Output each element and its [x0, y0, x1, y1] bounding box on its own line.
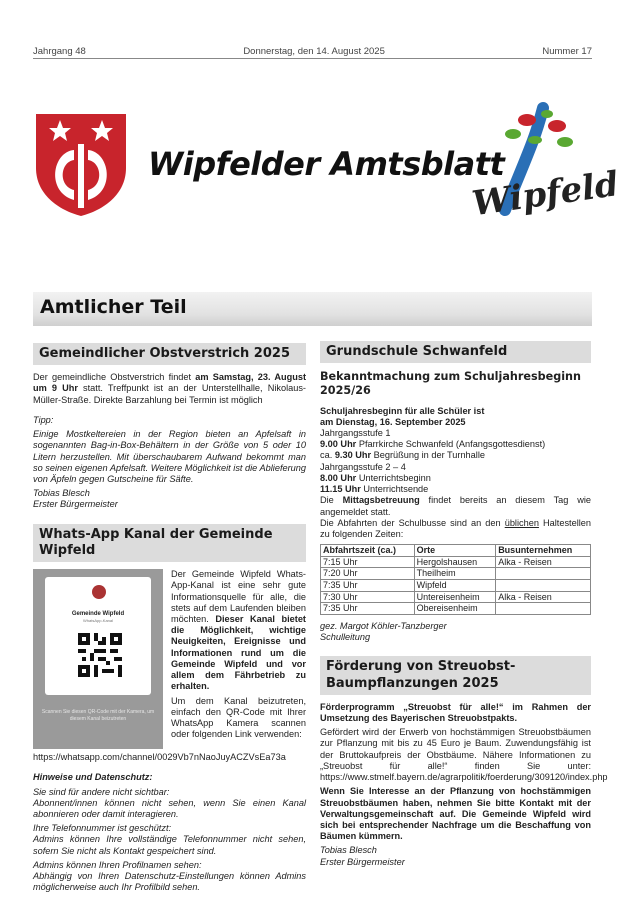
table-cell: Alka - Reisen [496, 556, 591, 568]
table-cell: Wipfeld [414, 580, 496, 592]
obst-paragraph: Der gemeindliche Obstverstrich findet am Samstag, 23. August um 9 Uhr statt. Treffpunkt ist an der Unterstellhalle, Nikolaus-Müller-Straße. Direkte Barzahlung bei Termin ist möglich [33, 372, 307, 405]
schule-role: Schulleitung [320, 632, 371, 643]
schule-line-4: 11.15 Uhr Unterrichtsende [320, 484, 429, 495]
masthead-title: Wipfelder Amtsblatt [148, 145, 505, 183]
table-cell: Alka - Reisen [496, 591, 591, 603]
streuobst-role: Erster Bürgermeister [320, 856, 405, 867]
whatsapp-heading: Whats-App Kanal der Gemeinde Wipfeld [33, 524, 306, 563]
volume-label: Jahrgang 48 [33, 46, 86, 57]
whatsapp-p1: Der Gemeinde Wipfeld Whats-App-Kanal ist eine sehr gute Informationsquelle für alle, die stets auf dem Laufenden bleiben möchten. Dieser Kanal bietet die Möglichkeit, wichtige Neuigkeiten, Ereignisse und Informationen rund um die Gemeinde Wipfeld und vor allem dem Fährbetrieb zu erhalten. [171, 569, 306, 692]
issue-number: Nummer 17 [542, 46, 592, 57]
schule-heading: Grundschule Schwanfeld [320, 341, 591, 363]
hinweis-6: Abhängig von Ihren Datenschutz-Einstellungen können Admins möglicherweise auch Ihr Profilbild sehen. [33, 871, 306, 893]
table-row [321, 568, 591, 580]
streuobst-heading: Förderung von Streuobst- Baumpflanzungen 2025 [320, 656, 591, 695]
hinweis-2: Abonnent/innen können nicht sehen, wenn Sie einen Kanal abonnieren oder damit interagieren. [33, 797, 306, 820]
coat-of-arms-icon [32, 110, 130, 220]
table-cell [496, 580, 591, 592]
whatsapp-link[interactable]: https://whatsapp.com/channel/0029Vb7nNaoJuyACZVsEa73a [33, 752, 286, 763]
table-cell [496, 603, 591, 615]
table-row [321, 591, 591, 603]
right-column [320, 341, 608, 871]
header-rule [33, 58, 592, 59]
table-cell: Untereisenheim [414, 591, 496, 603]
table-cell: 7:35 Uhr [321, 580, 415, 592]
whatsapp-block [33, 569, 306, 749]
tipp-label: Tipp: [33, 414, 54, 425]
col-header: Busunternehmen [496, 545, 591, 557]
hinweis-4: Admins können Ihre vollständige Telefonnummer nicht sehen, sofern Sie nicht als Kontakt gespeichert sind. [33, 834, 306, 856]
left-column [33, 343, 306, 897]
table-cell: 7:35 Uhr [321, 603, 415, 615]
hinweis-1: Sie sind für andere nicht sichtbar: [33, 786, 170, 797]
issue-date: Donnerstag, den 14. August 2025 [243, 46, 385, 57]
whatsapp-qr-card [33, 569, 163, 749]
obst-heading: Gemeindlicher Obstverstrich 2025 [33, 343, 306, 365]
table-cell: Hergolshausen [414, 556, 496, 568]
schule-line-2: ca. 9.30 Uhr Begrüßung in der Turnhalle [320, 450, 485, 461]
card-name: Gemeinde Wipfeld [71, 611, 125, 618]
page-header [33, 46, 592, 58]
hinweis-5: Admins können Ihren Profilnamen sehen: [33, 859, 202, 870]
table-cell: Obereisenheim [414, 603, 496, 615]
table-cell: 7:30 Uhr [321, 591, 415, 603]
qr-code-icon[interactable] [78, 633, 122, 677]
col-header: Abfahrtszeit (ca.) [321, 545, 415, 557]
table-cell: 7:20 Uhr [321, 568, 415, 580]
card-sub: WhatsApp-Kanal [82, 618, 113, 624]
schule-signer: gez. Margot Köhler-Tanzberger [320, 620, 447, 631]
table-row [321, 556, 591, 568]
hinweis-3: Ihre Telefonnummer ist geschützt: [33, 823, 172, 834]
col-header: Orte [414, 545, 496, 557]
schule-subheading: Bekanntmachung zum Schuljahresbeginn 2025/26 [320, 370, 581, 397]
bus-table [320, 544, 591, 615]
wipfeld-logo-icon [465, 100, 622, 225]
tipp-text: Einige Mostkeltereien in der Region bieten an Apfelsaft in sogenannten Bag-in-Box-Behältern in der Größe von 5 oder 10 Litern herzustellen. Mit überschaubarem Aufwand bekommt man so seinen eigenen Apfelsaft. Weitere Möglichkeit ist die Ablieferung von Äpfeln gegen Gutscheine für Säfte. [33, 429, 306, 484]
whatsapp-p2: Um dem Kanal beizutreten, einfach den QR-Code mit Ihrer WhatsApp Kamera scannen oder folgenden Link verwenden: [171, 695, 306, 740]
schule-jg2: Jahrgangsstufe 2 – 4 [320, 461, 406, 472]
logo-wordmark: Wipfeld [469, 164, 622, 225]
schule-line-1: 9.00 Uhr Pfarrkirche Schwanfeld (Anfangsgottesdienst) [320, 439, 546, 450]
schule-intro-1: Schuljahresbeginn für alle Schüler ist [320, 405, 485, 416]
table-cell: Theilheim [414, 568, 496, 580]
streuobst-signer: Tobias Blesch [320, 845, 377, 856]
whatsapp-intro [171, 569, 306, 749]
streuobst-lead: Förderprogramm „Streuobst für alle!“ im Rahmen der Umsetzung des Bayerischen Streuobstpakts. [320, 701, 591, 723]
schule-intro-2: am Dienstag, 16. September 2025 [320, 416, 466, 427]
schule-bus: Die Abfahrten der Schulbusse sind an den üblichen Haltestellen zu folgenden Zeiten: [320, 517, 591, 539]
table-cell [496, 568, 591, 580]
hinweis-label: Hinweise und Datenschutz: [33, 772, 153, 783]
schule-line-3: 8.00 Uhr Unterrichtsbeginn [320, 472, 431, 483]
table-header-row [321, 545, 591, 557]
crest-badge-icon [92, 585, 106, 599]
streuobst-body: Gefördert wird der Erwerb von hochstämmigen Streuobstbäumen zur Pflanzung mit bis zu 45 Euro je Baum. Zuwendungsfähig ist der Bruttokaufpreis der Obstbäume. Nähere Informationen zu „Streuobst für alle!“ finden Sie unter: https://www.stmelf.bayern.de/agrarpolitik/foerderung/309120/index.php [320, 727, 608, 783]
streuobst-call: Wenn Sie Interesse an der Pflanzung von hochstämmigen Streuobstbäumen haben, nehmen Sie bitte Kontakt mit der Verwaltungsgemeinschaft auf. Die Gemeinde Wipfeld wird sich bei entsprechender Nachfrage um die Beschaffung von Bäumen kümmern. [320, 786, 591, 842]
obst-signer: Tobias Blesch [33, 488, 90, 499]
card-caption: Scannen Sie diesen QR-Code mit der Kamera, um diesem Kanal beizutreten [41, 709, 155, 722]
obst-role: Erster Bürgermeister [33, 499, 118, 510]
table-row [321, 603, 591, 615]
table-row [321, 580, 591, 592]
table-cell: 7:15 Uhr [321, 556, 415, 568]
schule-jg1: Jahrgangsstufe 1 [320, 428, 391, 438]
section-title: Amtlicher Teil [40, 296, 187, 318]
schule-mittag: Die Mittagsbetreuung findet bereits an diesem Tag wie angemeldet statt. [320, 495, 591, 517]
